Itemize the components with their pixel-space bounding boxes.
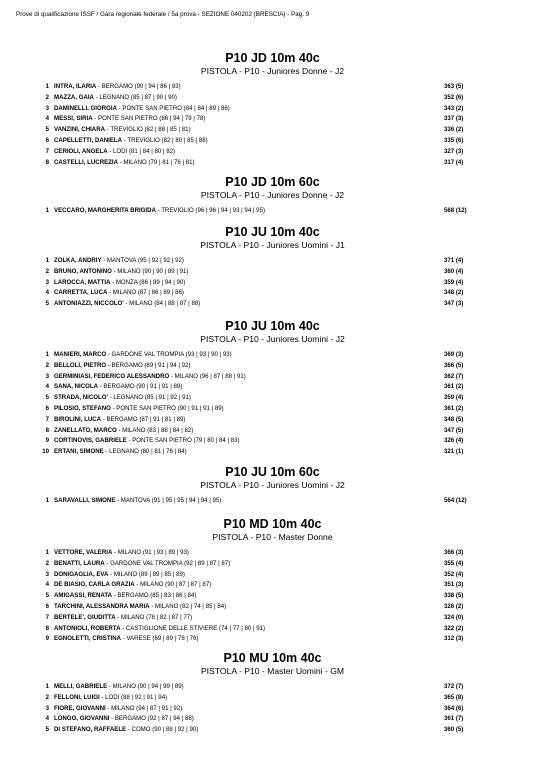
total-score: 312 (3) xyxy=(444,635,464,643)
athlete-name: PILOSIO, STEFANO xyxy=(54,404,111,412)
athlete-name: CERIOLI, ANGELA xyxy=(54,147,108,155)
athlete-entry xyxy=(54,602,226,613)
result-row xyxy=(0,278,545,289)
total-score: 366 (3) xyxy=(444,549,464,556)
rank-position: 3 xyxy=(45,704,49,712)
athlete-entry xyxy=(54,613,192,624)
rank-position: 4 xyxy=(45,383,49,391)
athlete-name: STRADA, NICOLO' xyxy=(54,394,108,402)
total-score: 321 (1) xyxy=(444,448,464,456)
athlete-name: CARRETTA, LUCA xyxy=(54,289,108,297)
athlete-name: BELLOLI, PIETRO xyxy=(54,361,107,369)
athlete-name: MESSI, SIRIA xyxy=(54,115,93,123)
section-subtitle: PISTOLA - P10 - Juniores Uomini - J1 xyxy=(200,240,345,250)
athlete-club-series: - MILANO (90 | 87 | 87 | 87) xyxy=(134,581,212,589)
athlete-entry xyxy=(54,570,185,581)
result-row xyxy=(0,393,545,404)
result-row xyxy=(0,548,545,559)
athlete-entry xyxy=(54,634,199,645)
athlete-entry xyxy=(54,714,194,725)
rank-position: 6 xyxy=(45,404,49,412)
athlete-entry xyxy=(54,93,177,104)
athlete-entry xyxy=(54,147,175,158)
total-score: 366 (5) xyxy=(444,361,464,369)
athlete-name: GERMINIASI, FEDERICO ALESSANDRO xyxy=(54,372,170,380)
athlete-entry xyxy=(54,299,200,310)
athlete-club-series: - BERGAMO (90 | 94 | 86 | 93) xyxy=(96,83,181,90)
total-score: 343 (2) xyxy=(444,104,464,112)
athlete-name: DAMINELLI, GIORGIA xyxy=(54,104,117,112)
total-score: 568 (12) xyxy=(444,207,467,214)
total-score: 351 (3) xyxy=(444,581,464,589)
rank-position: 7 xyxy=(45,415,49,423)
athlete-entry xyxy=(54,136,208,147)
rank-position: 5 xyxy=(45,126,49,134)
athlete-entry xyxy=(54,559,230,570)
athlete-name: MAZZA, GAIA xyxy=(54,93,94,101)
athlete-entry xyxy=(54,436,240,447)
rank-position: 8 xyxy=(45,426,49,434)
athlete-entry xyxy=(54,693,167,704)
total-score: 372 (7) xyxy=(444,683,464,690)
result-row xyxy=(0,682,545,693)
results-section xyxy=(0,224,545,310)
athlete-club-series: - MILANO (90 | 90 | 89 | 91) xyxy=(111,267,189,275)
athlete-club-series: - MILANO (89 | 89 | 85 | 89) xyxy=(108,570,185,578)
athlete-club-series: - LODI (81 | 84 | 80 | 82) xyxy=(107,147,176,155)
total-score: 361 (7) xyxy=(444,715,464,723)
total-score: 359 (4) xyxy=(444,394,464,402)
result-row xyxy=(0,158,545,169)
rank-position: 9 xyxy=(45,635,49,643)
athlete-club-series: - PONTE SAN PIETRO (79 | 80 | 84 | 83) xyxy=(126,437,240,445)
athlete-name: FELLONI, LUIGI xyxy=(54,693,100,701)
rank-position: 10 xyxy=(42,448,49,456)
athlete-club-series: - MILANO (91 | 93 | 89 | 93) xyxy=(112,549,189,556)
result-row xyxy=(0,256,545,267)
athlete-name: ZOLKA, ANDRIY xyxy=(54,257,102,264)
total-score: 335 (6) xyxy=(444,136,464,144)
athlete-club-series: - BERGAMO (85 | 83 | 86 | 84) xyxy=(112,592,197,600)
athlete-entry xyxy=(54,278,185,289)
athlete-club-series: - TREVIGLIO (96 | 96 | 94 | 93 | 94 | 95) xyxy=(155,207,265,214)
rank-position: 6 xyxy=(45,136,49,144)
rank-position: 2 xyxy=(45,559,49,567)
result-row xyxy=(0,580,545,591)
rank-position: 4 xyxy=(45,115,49,123)
athlete-entry xyxy=(54,704,182,715)
athlete-name: EGNOLETTI, CRISTINA xyxy=(54,635,122,643)
rank-position: 5 xyxy=(45,592,49,600)
results-section xyxy=(0,516,545,645)
athlete-entry xyxy=(54,591,196,602)
rank-position: 3 xyxy=(45,104,49,112)
result-row xyxy=(0,624,545,635)
athlete-name: TARCHINI, ALESSANDRA MARIA xyxy=(54,602,150,610)
athlete-entry xyxy=(54,415,185,426)
athlete-name: DI STEFANO, RAFFAELE xyxy=(54,726,127,734)
athlete-name: VANZINI, CHIARA xyxy=(54,126,106,134)
result-row xyxy=(0,613,545,624)
athlete-club-series: - MILANO (82 | 74 | 85 | 84) xyxy=(149,602,227,610)
athlete-name: INTRA, ILARIA xyxy=(54,83,97,90)
result-row xyxy=(0,114,545,125)
total-score: 352 (6) xyxy=(444,93,464,101)
athlete-name: ERTANI, SIMONE xyxy=(54,448,104,456)
section-subtitle: PISTOLA - P10 - Master Uomini - GM xyxy=(200,666,345,676)
result-row xyxy=(0,350,545,361)
rank-position: 1 xyxy=(45,83,49,90)
section-subtitle: PISTOLA - P10 - Juniores Donne - J2 xyxy=(200,190,345,200)
athlete-club-series: - MILANO (96 | 87 | 88 | 91) xyxy=(169,372,246,380)
athlete-club-series: - MILANO (90 | 94 | 99 | 89) xyxy=(107,683,184,690)
results-section xyxy=(0,174,545,217)
result-row xyxy=(0,602,545,613)
section-title: P10 MD 10m 40c xyxy=(223,517,322,531)
rank-position: 3 xyxy=(45,372,49,380)
result-row xyxy=(0,267,545,278)
result-row xyxy=(0,634,545,645)
rank-position: 8 xyxy=(45,624,49,632)
result-row xyxy=(0,93,545,104)
athlete-entry xyxy=(54,624,265,635)
athlete-club-series: - VARESE (69 | 89 | 78 | 76) xyxy=(121,635,199,643)
result-row xyxy=(0,704,545,715)
rank-position: 7 xyxy=(45,613,49,621)
athlete-entry xyxy=(54,496,221,507)
result-row xyxy=(0,436,545,447)
athlete-name: BERTELE', GIUDITTA xyxy=(54,613,116,621)
athlete-entry xyxy=(54,206,265,217)
total-score: 326 (4) xyxy=(444,437,464,445)
athlete-club-series: - PONTE SAN PIETRO (86 | 94 | 79 | 78) xyxy=(92,115,206,123)
athlete-name: BIROLINI, LUCA xyxy=(54,415,102,423)
athlete-club-series: - MANTOVA (91 | 95 | 95 | 94 | 94 | 95) xyxy=(115,497,222,504)
total-score: 359 (4) xyxy=(444,278,464,286)
rank-position: 1 xyxy=(45,257,49,264)
total-score: 352 (4) xyxy=(444,570,464,578)
athlete-name: DE BIASIO, CARLA GRAZIA xyxy=(54,581,135,589)
result-row xyxy=(0,82,545,93)
rank-position: 5 xyxy=(45,726,49,734)
rank-position: 5 xyxy=(45,300,49,308)
athlete-club-series: - BERGAMO (90 | 91 | 91 | 89) xyxy=(98,383,183,391)
athlete-club-series: - LEGNANO (85 | 87 | 90 | 90) xyxy=(93,93,177,101)
total-score: 355 (4) xyxy=(444,559,464,567)
rank-position: 8 xyxy=(45,158,49,166)
athlete-club-series: - MILANO (79 | 81 | 76 | 81) xyxy=(117,158,195,166)
athlete-club-series: - MILANO (94 | 87 | 91 | 92) xyxy=(105,704,183,712)
athlete-name: BRUNO, ANTONINO xyxy=(54,267,112,275)
result-row xyxy=(0,415,545,426)
athlete-entry xyxy=(54,114,205,125)
section-title: P10 JD 10m 60c xyxy=(225,175,320,189)
athlete-name: SARAVALLI, SIMONE xyxy=(54,497,116,504)
result-row xyxy=(0,559,545,570)
total-score: 362 (7) xyxy=(444,372,464,380)
total-score: 364 (6) xyxy=(444,704,464,712)
athlete-entry xyxy=(54,288,184,299)
section-title: P10 JU 10m 40c xyxy=(225,319,320,333)
rank-position: 2 xyxy=(45,267,49,275)
result-row xyxy=(0,299,545,310)
total-score: 322 (2) xyxy=(444,624,464,632)
rank-position: 2 xyxy=(45,693,49,701)
athlete-entry xyxy=(54,104,230,115)
result-row xyxy=(0,725,545,736)
rank-position: 1 xyxy=(45,351,49,358)
athlete-entry xyxy=(54,382,182,393)
athlete-club-series: - MILANO (78 | 82 | 87 | 77) xyxy=(115,613,193,621)
athlete-club-series: - COMO (90 | 88 | 92 | 90) xyxy=(126,726,199,734)
athlete-entry xyxy=(54,158,195,169)
total-score: 338 (5) xyxy=(444,592,464,600)
rank-position: 1 xyxy=(45,207,49,214)
total-score: 361 (2) xyxy=(444,404,464,412)
athlete-entry xyxy=(54,361,190,372)
athlete-name: VECCARO, MARGHERITA BRIGIDA xyxy=(54,207,156,214)
athlete-entry xyxy=(54,725,198,736)
athlete-entry xyxy=(54,580,211,591)
athlete-name: CAPELLETTI, DANIELA xyxy=(54,136,123,144)
athlete-name: DONIGAGLIA, EVA xyxy=(54,570,109,578)
result-row xyxy=(0,570,545,581)
rank-position: 4 xyxy=(45,715,49,723)
rank-position: 4 xyxy=(45,581,49,589)
total-score: 347 (5) xyxy=(444,426,464,434)
result-row xyxy=(0,496,545,507)
total-score: 360 (5) xyxy=(444,726,464,734)
athlete-entry xyxy=(54,125,191,136)
result-row xyxy=(0,426,545,437)
total-score: 348 (5) xyxy=(444,415,464,423)
rank-position: 5 xyxy=(45,394,49,402)
athlete-club-series: - BERGAMO (89 | 91 | 94 | 92) xyxy=(106,361,191,369)
section-subtitle: PISTOLA - P10 - Juniores Donne - J2 xyxy=(200,66,345,76)
rank-position: 7 xyxy=(45,147,49,155)
athlete-entry xyxy=(54,426,193,437)
athlete-club-series: - LEGNANO (80 | 81 | 76 | 84) xyxy=(103,448,187,456)
athlete-entry xyxy=(54,267,188,278)
result-row xyxy=(0,206,545,217)
rank-position: 3 xyxy=(45,278,49,286)
athlete-club-series: - PONTE SAN PIETRO (84 | 84 | 89 | 86) xyxy=(116,104,230,112)
athlete-name: CASTELLI, LUCREZIA xyxy=(54,158,118,166)
section-subtitle: PISTOLA - P10 - Juniores Uomini - J2 xyxy=(200,334,345,344)
result-row xyxy=(0,136,545,147)
total-score: 360 (4) xyxy=(444,267,464,275)
athlete-name: ZANELLATO, MARCO xyxy=(54,426,117,434)
athlete-club-series: - BERGAMO (92 | 87 | 94 | 88) xyxy=(109,715,194,723)
total-score: 348 (2) xyxy=(444,289,464,297)
athlete-entry xyxy=(54,82,181,93)
total-score: 361 (2) xyxy=(444,383,464,391)
rank-position: 9 xyxy=(45,437,49,445)
result-row xyxy=(0,125,545,136)
result-row xyxy=(0,288,545,299)
athlete-name: BENATTI, LAURA xyxy=(54,559,105,567)
result-row xyxy=(0,714,545,725)
result-row xyxy=(0,361,545,372)
rank-position: 1 xyxy=(45,497,49,504)
total-score: 564 (12) xyxy=(444,497,467,504)
athlete-name: LONGO, GIOVANNI xyxy=(54,715,110,723)
total-score: 336 (2) xyxy=(444,126,464,134)
athlete-name: AMIGASSI, RENATA xyxy=(54,592,113,600)
results-section xyxy=(0,318,545,458)
result-row xyxy=(0,404,545,415)
athlete-name: ANTONIAZZI, NICCOLO' xyxy=(54,300,124,308)
section-title: P10 JU 10m 60c xyxy=(225,465,320,479)
rank-position: 6 xyxy=(45,602,49,610)
athlete-club-series: - TREVIGLIO (82 | 80 | 85 | 88) xyxy=(122,136,208,144)
rank-position: 3 xyxy=(45,570,49,578)
athlete-club-series: - GARDONE VAL TROMPIA (93 | 93 | 90 | 93) xyxy=(106,351,232,358)
athlete-club-series: - BERGAMO (87 | 91 | 81 | 89) xyxy=(101,415,186,423)
athlete-club-series: - TREVIGLIO (82 | 88 | 85 | 81) xyxy=(105,126,191,134)
total-score: 369 (3) xyxy=(444,351,464,358)
rank-position: 4 xyxy=(45,289,49,297)
result-row xyxy=(0,147,545,158)
rank-position: 2 xyxy=(45,93,49,101)
section-title: P10 JD 10m 40c xyxy=(225,51,320,65)
result-row xyxy=(0,591,545,602)
result-row xyxy=(0,447,545,458)
results-section xyxy=(0,650,545,736)
section-subtitle: PISTOLA - P10 - Juniores Uomini - J2 xyxy=(200,480,345,490)
total-score: 326 (2) xyxy=(444,602,464,610)
athlete-entry xyxy=(54,350,232,361)
section-subtitle: PISTOLA - P10 - Master Donne xyxy=(212,532,333,542)
athlete-name: ANTONIOLI, ROBERTA xyxy=(54,624,121,632)
athlete-entry xyxy=(54,447,187,458)
results-section xyxy=(0,464,545,507)
athlete-club-series: - MILANO (87 | 86 | 89 | 86) xyxy=(107,289,184,297)
athlete-name: VETTORE, VALERIA xyxy=(54,549,113,556)
athlete-entry xyxy=(54,682,184,693)
athlete-name: FIORE, GIOVANNI xyxy=(54,704,106,712)
section-title: P10 MU 10m 40c xyxy=(223,651,322,665)
athlete-club-series: - LODI (88 | 92 | 91 | 94) xyxy=(99,693,168,701)
athlete-entry xyxy=(54,256,184,267)
total-score: 371 (4) xyxy=(444,257,464,264)
total-score: 347 (3) xyxy=(444,300,464,308)
athlete-club-series: - MILANO (84 | 88 | 87 | 88) xyxy=(123,300,201,308)
total-score: 337 (3) xyxy=(444,115,464,123)
rank-position: 2 xyxy=(45,361,49,369)
athlete-entry xyxy=(54,372,246,383)
athlete-name: CORTINOVIS, GABRIELE xyxy=(54,437,127,445)
result-row xyxy=(0,104,545,115)
athlete-club-series: - PONTE SAN PIETRO (90 | 91 | 91 | 89) xyxy=(110,404,224,412)
total-score: 324 (0) xyxy=(444,613,464,621)
athlete-club-series: - LEGNANO (85 | 91 | 92 | 91) xyxy=(107,394,191,402)
total-score: 365 (8) xyxy=(444,693,464,701)
athlete-name: SANA, NICOLA xyxy=(54,383,99,391)
total-score: 327 (3) xyxy=(444,147,464,155)
results-section xyxy=(0,50,545,168)
athlete-club-series: - CASTIGLIONE DELLE STIVIERE (74 | 77 | 80 | 91) xyxy=(120,624,266,632)
page-header: Prove di qualificazione ISSF / Gara regionale federale / 5a prova - SEZIONE 040202 (BRESCIA) - Pag. 9 xyxy=(16,11,310,18)
rank-position: 1 xyxy=(45,549,49,556)
total-score: 317 (4) xyxy=(444,158,464,166)
athlete-name: MELLI, GABRIELE xyxy=(54,683,108,690)
athlete-club-series: - MONZA (86 | 89 | 94 | 90) xyxy=(110,278,186,286)
result-row xyxy=(0,372,545,383)
athlete-entry xyxy=(54,404,224,415)
athlete-name: LAROCCA, MATTIA xyxy=(54,278,111,286)
result-row xyxy=(0,382,545,393)
athlete-club-series: - MILANO (83 | 88 | 84 | 82) xyxy=(116,426,194,434)
athlete-club-series: - MANTOVA (95 | 92 | 92 | 92) xyxy=(101,257,184,264)
result-row xyxy=(0,693,545,704)
total-score: 363 (5) xyxy=(444,83,464,90)
athlete-name: MANIERI, MARCO xyxy=(54,351,107,358)
section-title: P10 JU 10m 40c xyxy=(225,225,320,239)
rank-position: 1 xyxy=(45,683,49,690)
athlete-entry xyxy=(54,393,191,404)
athlete-club-series: - GARDONE VAL TROMPIA (92 | 89 | 87 | 87) xyxy=(104,559,231,567)
athlete-entry xyxy=(54,548,189,559)
